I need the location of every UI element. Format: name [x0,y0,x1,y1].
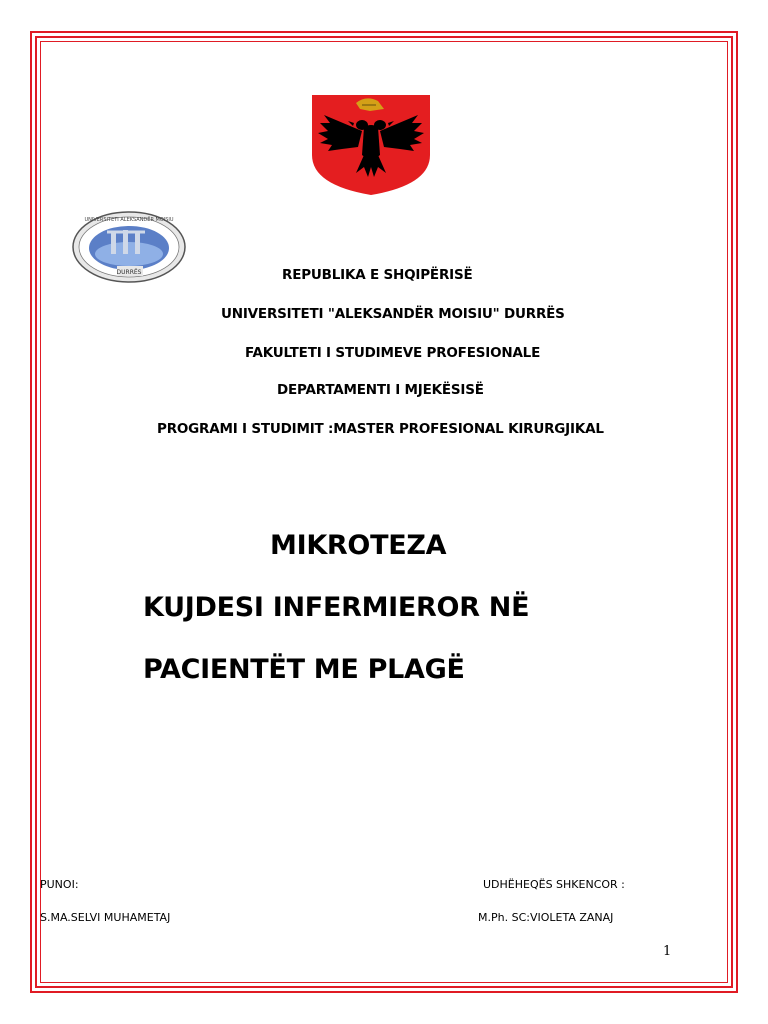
supervisor-label: UDHËHEQËS SHKENCOR : [483,878,625,891]
seal-ring-text: UNIVERSITETI ALEKSANDËR MOISIU [84,217,174,223]
seal-city-text: DURRËS [116,269,142,276]
thesis-title-line-2: PACIENTËT ME PLAGË [143,654,465,685]
header-university: UNIVERSITETI "ALEKSANDËR MOISIU" DURRËS [221,306,565,322]
thesis-title-line-1: KUJDESI INFERMIEROR NË [143,592,530,623]
thesis-type-title: MIKROTEZA [270,530,447,561]
author-label: PUNOI: [40,878,79,891]
page-number: 1 [663,944,672,959]
header-faculty: FAKULTETI I STUDIMEVE PROFESIONALE [245,345,541,361]
albanian-coat-of-arms-icon [306,93,436,197]
university-seal-icon [71,210,188,284]
header-program: PROGRAMI I STUDIMIT :MASTER PROFESIONAL KIRURGJIKAL [157,421,604,437]
header-department: DEPARTAMENTI I MJEKËSISË [277,382,484,398]
author-name: S.MA.SELVI MUHAMETAJ [40,911,171,924]
supervisor-name: M.Ph. SC:VIOLETA ZANAJ [478,911,614,924]
header-republic: REPUBLIKA E SHQIPËRISË [282,267,473,283]
